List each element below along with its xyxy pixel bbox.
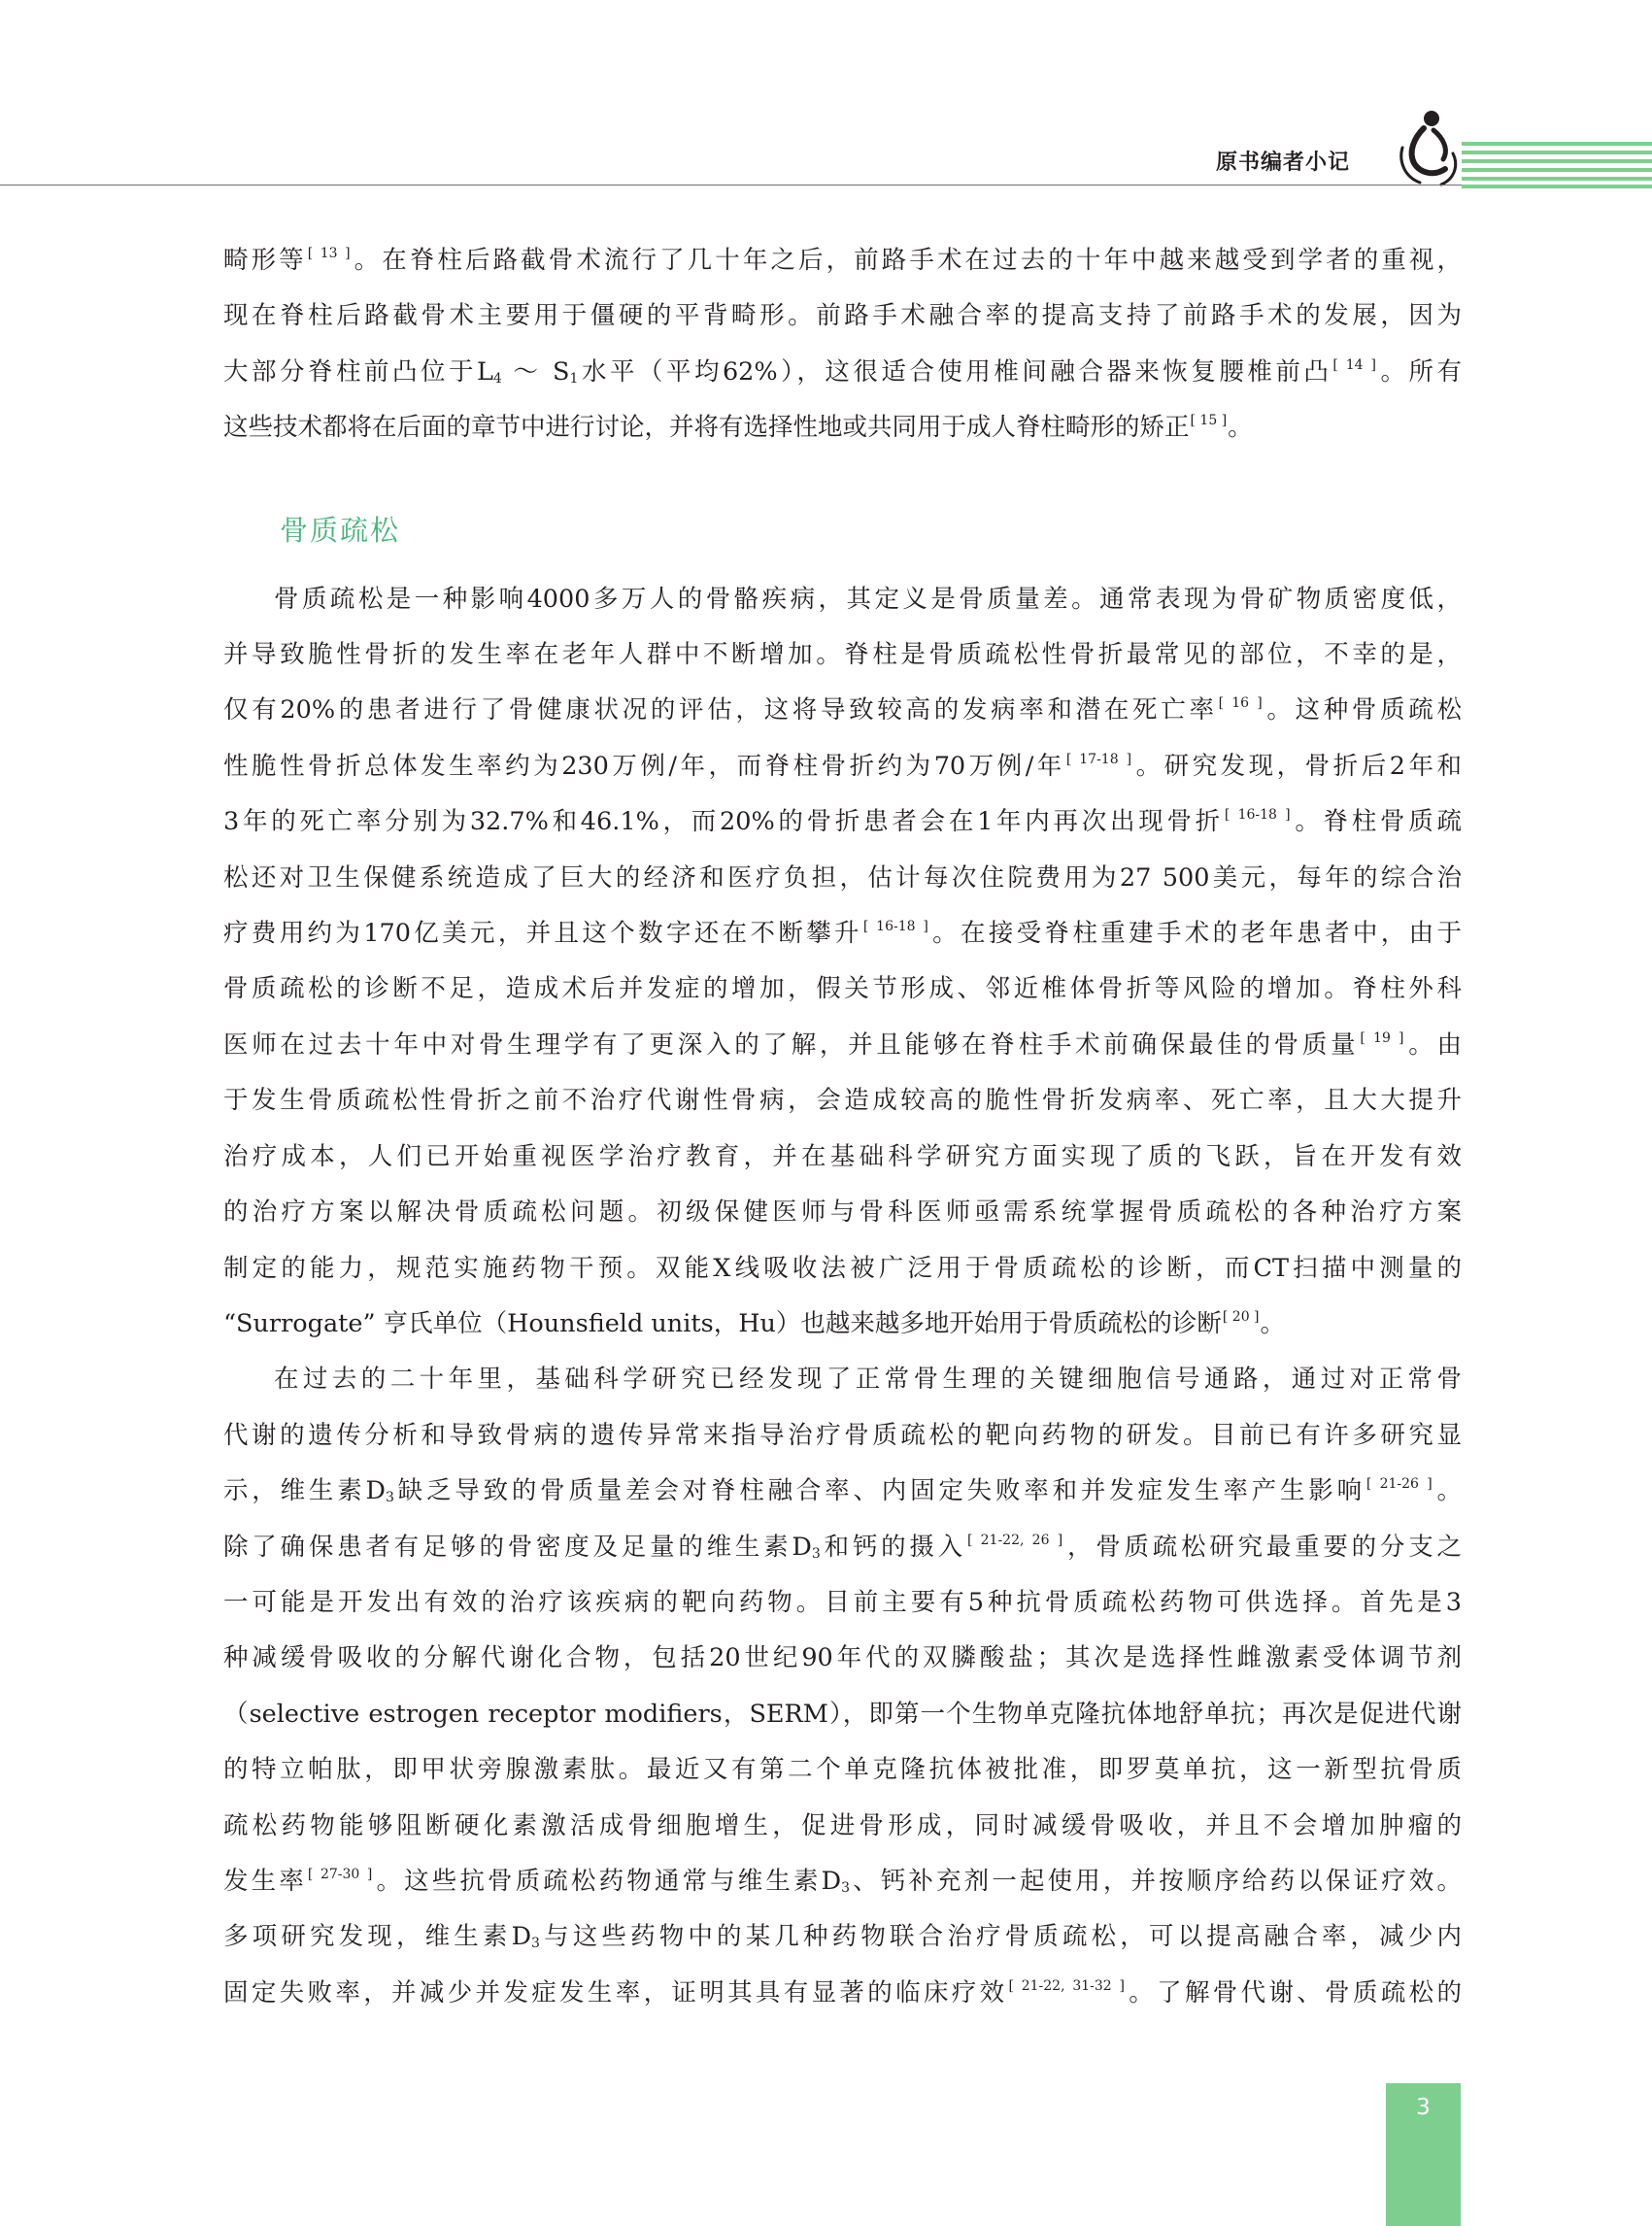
paragraph-2: 骨质疏松是一种影响4000多万人的骨骼疾病，其定义是骨质量差。通常表现为骨矿物质密度低， 并导致脆性骨折的发生率在老年人群中不断增加。脊柱是骨质疏松性骨折最常见的部位，不幸的是， 仅有20%的患者进行了骨健康状况的评估，这将导致较高的发病率和潜在死亡率[ 16 ]。这种骨质疏松 性脆性骨折总体发生率约为230万例/年，而脊柱骨折约为70万例/年[ 17-18 ]。研究发现，骨折后2年和 3年的死亡率分别为32.7%和46.1%，而20%的骨折患者会在1年内再次出现骨折[ 16-18 ]。脊柱骨质疏 松还对卫生保健系统造成了巨大的经济和医疗负担，估计每次住院费用为27 500美元，每年的综合治 疗费用约为170亿美元，并且这个数字还在不断攀升[ 16-18 ]。在接受脊柱重建手术的老年患者中，由于 骨质疏松的诊断不足，造成术后并发症的增加，假关节形成、邻近椎体骨折等风险的增加。脊柱外科 医师在过去十年中对骨生理学有了更深入的了解，并且能够在脊柱手术前确保最佳的骨质量[ 19 ]。由 于发生骨质疏松性骨折之前不治疗代谢性骨病，会造成较高的脆性骨折发病率、死亡率，且大大提升 治疗成本，人们已开始重视医学治疗教育，并在基础科学研究方面实现了质的飞跃，旨在开发有效 的治疗方案以解决骨质疏松问题。初级保健医师与骨科医师亟需系统掌握骨质疏松的各种治疗方案 制定的能力，规范实施药物干预。双能X线吸收法被广泛用于骨质疏松的诊断，而CT扫描中测量的 “Surrogate” 亨氏单位（Hounsfield units，Hu）也越来越多地开始用于骨质疏松的诊断[ 20 ]。	[223, 584, 1463, 1338]
citation: [ 14 ]	[1332, 356, 1376, 373]
citation: [ 21-22, 26 ]	[966, 1532, 1063, 1548]
page-number-tab	[1386, 2083, 1461, 2226]
citation: [ 13 ]	[307, 246, 351, 261]
citation: [ 16-18 ]	[862, 919, 928, 935]
citation: [ 16-18 ]	[1224, 807, 1291, 824]
page-body	[223, 233, 1462, 2021]
citation: [ 21-26 ]	[1365, 1476, 1433, 1493]
header-rule	[0, 185, 1462, 186]
citation: [ 16 ]	[1218, 695, 1263, 712]
citation: [ 19 ]	[1360, 1029, 1404, 1046]
paragraph-1: 畸形等[ 13 ]。在脊柱后路截骨术流行了几十年之后，前路手术在过去的十年中越来越受到学者的重视， 现在脊柱后路截骨术主要用于僵硬的平背畸形。前路手术融合率的提高支持了前路手术的发展，因为 大部分脊柱前凸位于$L_4$ ～ $S_1$水平（平均62%），这很适合使用椎间融合器来恢复腰椎前凸[ 14 ]。所有 这些技术都将在后面的章节中进行讨论，并将有选择性地或共同用于成人脊柱畸形的矫正[ 15 ]。	[223, 246, 1462, 443]
running-header-title: 原书编者小记	[1216, 151, 1351, 175]
book-logo-icon	[1395, 109, 1463, 188]
paragraph-3: 在过去的二十年里，基础科学研究已经发现了正常骨生理的关键细胞信号通路，通过对正常骨 代谢的遗传分析和导致骨病的遗传异常来指导治疗骨质疏松的靶向药物的研发。目前已有许多研究显 示，维生素$D_3$缺乏导致的骨质量差会对脊柱融合率、内固定失败率和并发症发生率产生影响[ 21-26 ]。 除了确保患者有足够的骨密度及足量的维生素$D_3$和钙的摄入[ 21-22, 26 ]，骨质疏松研究最重要的分支之 一可能是开发出有效的治疗该疾病的靶向药物。目前主要有5种抗骨质疏松药物可供选择。首先是3 种减缓骨吸收的分解代谢化合物，包括20世纪90年代的双膦酸盐；其次是选择性雌激素受体调节剂 （selective estrogen receptor modifiers，SERM），即第一个生物单克隆抗体地舒单抗；再次是促进代谢 的特立帕肽，即甲状旁腺激素肽。最近又有第二个单克隆抗体被批准，即罗莫单抗，这一新型抗骨质 疏松药物能够阻断硬化素激活成骨细胞增生，促进骨形成，同时减缓骨吸收，并且不会增加肿瘤的 发生率[ 27-30 ]。这些抗骨质疏松药物通常与维生素$D_3$、钙补充剂一起使用，并按顺序给药以保证疗效。 多项研究发现，维生素$D_3$与这些药物中的某几种药物联合治疗骨质疏松，可以提高融合率，减少内 固定失败率，并减少并发症发生率，证明其具有显著的临床疗效[ 21-22, 31-32 ]。了解骨代谢、骨质疏松的	[223, 1365, 1462, 2007]
section-heading: 骨质疏松	[280, 513, 401, 547]
citation: [ 21-22, 31-32 ]	[1008, 1977, 1125, 1994]
page-number: 3	[1416, 2095, 1431, 2120]
citation: [ 20 ]	[1222, 1308, 1260, 1325]
citation: [ 27-30 ]	[307, 1866, 373, 1882]
header-stripes	[1462, 142, 1652, 188]
citation: [ 15 ]	[1190, 413, 1228, 429]
citation: [ 17-18 ]	[1065, 751, 1132, 767]
